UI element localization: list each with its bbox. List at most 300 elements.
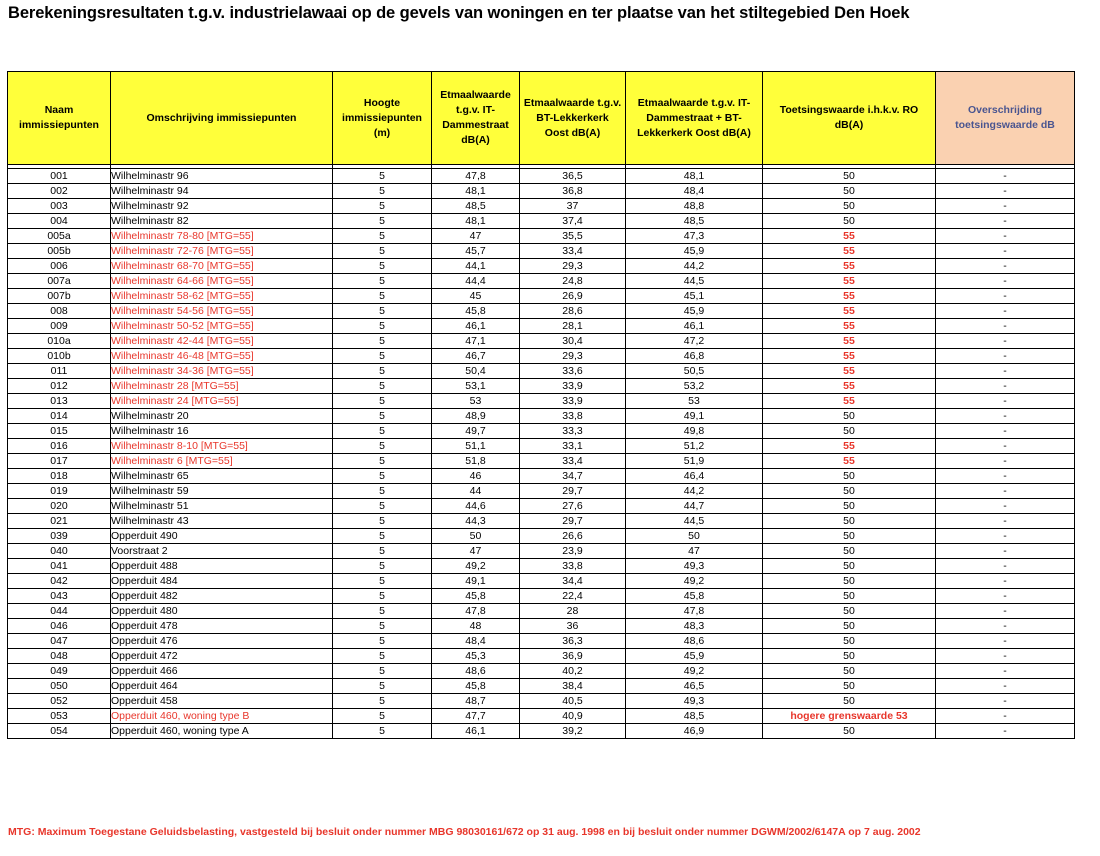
cell-etmaal-totaal: 47 <box>626 544 763 559</box>
table-row <box>8 484 1075 499</box>
cell-naam: 006 <box>8 259 111 274</box>
cell-etmaal-bt: 33,4 <box>520 244 626 259</box>
cell-toetsingswaarde: 50 <box>763 724 936 739</box>
cell-omschrijving: Opperduit 490 <box>111 529 333 544</box>
table-row <box>8 439 1075 454</box>
cell-hoogte: 5 <box>333 634 432 649</box>
cell-etmaal-it: 44,6 <box>432 499 520 514</box>
cell-etmaal-bt: 33,6 <box>520 364 626 379</box>
cell-hoogte: 5 <box>333 244 432 259</box>
cell-etmaal-bt: 33,9 <box>520 379 626 394</box>
cell-etmaal-bt: 29,7 <box>520 514 626 529</box>
cell-etmaal-bt: 33,8 <box>520 559 626 574</box>
cell-toetsingswaarde: 55 <box>763 439 936 454</box>
header-naam: Naam immissiepunten <box>8 72 111 165</box>
table-row <box>8 274 1075 289</box>
cell-hoogte: 5 <box>333 334 432 349</box>
cell-naam: 001 <box>8 169 111 184</box>
cell-etmaal-totaal: 44,7 <box>626 499 763 514</box>
cell-etmaal-it: 45,7 <box>432 244 520 259</box>
cell-etmaal-totaal: 45,9 <box>626 304 763 319</box>
cell-etmaal-totaal: 48,4 <box>626 184 763 199</box>
cell-hoogte: 5 <box>333 424 432 439</box>
cell-etmaal-bt: 36,3 <box>520 634 626 649</box>
cell-naam: 050 <box>8 679 111 694</box>
cell-etmaal-totaal: 48,5 <box>626 214 763 229</box>
cell-etmaal-totaal: 49,3 <box>626 694 763 709</box>
cell-omschrijving: Opperduit 466 <box>111 664 333 679</box>
cell-hoogte: 5 <box>333 289 432 304</box>
cell-naam: 015 <box>8 424 111 439</box>
cell-hoogte: 5 <box>333 304 432 319</box>
cell-toetsingswaarde: 50 <box>763 679 936 694</box>
cell-toetsingswaarde: hogere grenswaarde 53 <box>763 709 936 724</box>
cell-overschrijding: - <box>936 619 1075 634</box>
table-row <box>8 634 1075 649</box>
cell-etmaal-totaal: 44,5 <box>626 514 763 529</box>
cell-etmaal-totaal: 50 <box>626 529 763 544</box>
cell-etmaal-it: 48,9 <box>432 409 520 424</box>
cell-omschrijving: Wilhelminastr 72-76 [MTG=55] <box>111 244 333 259</box>
cell-toetsingswaarde: 50 <box>763 559 936 574</box>
cell-hoogte: 5 <box>333 409 432 424</box>
cell-etmaal-it: 48,1 <box>432 214 520 229</box>
cell-etmaal-totaal: 45,9 <box>626 244 763 259</box>
table-row <box>8 289 1075 304</box>
cell-overschrijding: - <box>936 364 1075 379</box>
cell-hoogte: 5 <box>333 544 432 559</box>
cell-overschrijding: - <box>936 724 1075 739</box>
cell-etmaal-bt: 34,7 <box>520 469 626 484</box>
cell-toetsingswaarde: 50 <box>763 469 936 484</box>
cell-overschrijding: - <box>936 424 1075 439</box>
cell-etmaal-totaal: 48,1 <box>626 169 763 184</box>
header-etmaal-bt: Etmaalwaarde t.g.v. BT-Lekkerkerk Oost dB(A) <box>520 72 626 165</box>
cell-hoogte: 5 <box>333 499 432 514</box>
cell-etmaal-bt: 22,4 <box>520 589 626 604</box>
cell-overschrijding: - <box>936 634 1075 649</box>
cell-toetsingswaarde: 50 <box>763 409 936 424</box>
cell-etmaal-totaal: 44,5 <box>626 274 763 289</box>
table-row <box>8 424 1075 439</box>
cell-etmaal-totaal: 47,3 <box>626 229 763 244</box>
cell-omschrijving: Wilhelminastr 43 <box>111 514 333 529</box>
cell-etmaal-it: 44 <box>432 484 520 499</box>
table-row <box>8 334 1075 349</box>
cell-naam: 046 <box>8 619 111 634</box>
cell-hoogte: 5 <box>333 694 432 709</box>
cell-etmaal-bt: 24,8 <box>520 274 626 289</box>
table-row <box>8 349 1075 364</box>
cell-etmaal-it: 53,1 <box>432 379 520 394</box>
cell-toetsingswaarde: 55 <box>763 454 936 469</box>
cell-etmaal-it: 48 <box>432 619 520 634</box>
cell-etmaal-it: 49,2 <box>432 559 520 574</box>
table-row <box>8 589 1075 604</box>
cell-overschrijding: - <box>936 229 1075 244</box>
cell-naam: 009 <box>8 319 111 334</box>
cell-omschrijving: Wilhelminastr 64-66 [MTG=55] <box>111 274 333 289</box>
cell-naam: 010a <box>8 334 111 349</box>
cell-omschrijving: Opperduit 478 <box>111 619 333 634</box>
cell-toetsingswaarde: 50 <box>763 574 936 589</box>
cell-etmaal-it: 44,3 <box>432 514 520 529</box>
cell-hoogte: 5 <box>333 364 432 379</box>
cell-etmaal-bt: 33,1 <box>520 439 626 454</box>
cell-omschrijving: Opperduit 484 <box>111 574 333 589</box>
cell-naam: 019 <box>8 484 111 499</box>
cell-omschrijving: Wilhelminastr 16 <box>111 424 333 439</box>
cell-toetsingswaarde: 50 <box>763 514 936 529</box>
cell-etmaal-bt: 29,3 <box>520 349 626 364</box>
cell-hoogte: 5 <box>333 454 432 469</box>
cell-etmaal-bt: 37 <box>520 199 626 214</box>
cell-naam: 021 <box>8 514 111 529</box>
table-row <box>8 184 1075 199</box>
cell-hoogte: 5 <box>333 229 432 244</box>
cell-etmaal-it: 48,6 <box>432 664 520 679</box>
cell-overschrijding: - <box>936 274 1075 289</box>
cell-omschrijving: Wilhelminastr 92 <box>111 199 333 214</box>
cell-overschrijding: - <box>936 514 1075 529</box>
cell-etmaal-it: 50 <box>432 529 520 544</box>
cell-overschrijding: - <box>936 319 1075 334</box>
cell-naam: 012 <box>8 379 111 394</box>
cell-toetsingswaarde: 55 <box>763 259 936 274</box>
cell-etmaal-it: 48,7 <box>432 694 520 709</box>
cell-etmaal-bt: 33,4 <box>520 454 626 469</box>
cell-hoogte: 5 <box>333 589 432 604</box>
cell-overschrijding: - <box>936 664 1075 679</box>
cell-etmaal-it: 50,4 <box>432 364 520 379</box>
cell-hoogte: 5 <box>333 379 432 394</box>
cell-toetsingswaarde: 50 <box>763 589 936 604</box>
cell-hoogte: 5 <box>333 709 432 724</box>
header-hoogte: Hoogte immissiepunten (m) <box>333 72 432 165</box>
cell-etmaal-totaal: 45,8 <box>626 589 763 604</box>
cell-hoogte: 5 <box>333 199 432 214</box>
cell-etmaal-totaal: 53,2 <box>626 379 763 394</box>
table-row <box>8 214 1075 229</box>
cell-overschrijding: - <box>936 409 1075 424</box>
table-row <box>8 694 1075 709</box>
cell-toetsingswaarde: 55 <box>763 379 936 394</box>
cell-naam: 053 <box>8 709 111 724</box>
cell-overschrijding: - <box>936 574 1075 589</box>
cell-naam: 005b <box>8 244 111 259</box>
cell-overschrijding: - <box>936 709 1075 724</box>
cell-etmaal-bt: 29,7 <box>520 484 626 499</box>
cell-overschrijding: - <box>936 484 1075 499</box>
cell-etmaal-totaal: 47,8 <box>626 604 763 619</box>
cell-toetsingswaarde: 50 <box>763 544 936 559</box>
cell-omschrijving: Opperduit 488 <box>111 559 333 574</box>
cell-etmaal-it: 44,1 <box>432 259 520 274</box>
cell-naam: 041 <box>8 559 111 574</box>
cell-etmaal-totaal: 47,2 <box>626 334 763 349</box>
cell-etmaal-bt: 38,4 <box>520 679 626 694</box>
cell-naam: 039 <box>8 529 111 544</box>
cell-etmaal-bt: 34,4 <box>520 574 626 589</box>
cell-overschrijding: - <box>936 214 1075 229</box>
cell-etmaal-it: 47 <box>432 544 520 559</box>
cell-etmaal-totaal: 46,9 <box>626 724 763 739</box>
cell-omschrijving: Wilhelminastr 42-44 [MTG=55] <box>111 334 333 349</box>
cell-omschrijving: Opperduit 480 <box>111 604 333 619</box>
cell-toetsingswaarde: 50 <box>763 664 936 679</box>
cell-overschrijding: - <box>936 649 1075 664</box>
cell-hoogte: 5 <box>333 169 432 184</box>
cell-etmaal-it: 47,7 <box>432 709 520 724</box>
cell-overschrijding: - <box>936 559 1075 574</box>
cell-etmaal-bt: 28,1 <box>520 319 626 334</box>
cell-etmaal-totaal: 46,5 <box>626 679 763 694</box>
cell-toetsingswaarde: 50 <box>763 214 936 229</box>
page-title: Berekeningsresultaten t.g.v. industrielawaai op de gevels van woningen en ter plaatse van het stiltegebied Den Hoek <box>8 4 910 22</box>
header-toetsingswaarde: Toetsingswaarde i.h.k.v. RO dB(A) <box>763 72 936 165</box>
table-row <box>8 199 1075 214</box>
cell-etmaal-bt: 27,6 <box>520 499 626 514</box>
cell-naam: 002 <box>8 184 111 199</box>
cell-omschrijving: Wilhelminastr 96 <box>111 169 333 184</box>
cell-toetsingswaarde: 55 <box>763 364 936 379</box>
cell-omschrijving: Wilhelminastr 59 <box>111 484 333 499</box>
cell-omschrijving: Opperduit 458 <box>111 694 333 709</box>
cell-omschrijving: Wilhelminastr 54-56 [MTG=55] <box>111 304 333 319</box>
cell-etmaal-it: 48,5 <box>432 199 520 214</box>
cell-hoogte: 5 <box>333 664 432 679</box>
cell-omschrijving: Wilhelminastr 82 <box>111 214 333 229</box>
table-row <box>8 664 1075 679</box>
cell-etmaal-totaal: 49,3 <box>626 559 763 574</box>
cell-omschrijving: Wilhelminastr 6 [MTG=55] <box>111 454 333 469</box>
cell-naam: 011 <box>8 364 111 379</box>
cell-hoogte: 5 <box>333 574 432 589</box>
cell-overschrijding: - <box>936 244 1075 259</box>
cell-toetsingswaarde: 50 <box>763 649 936 664</box>
cell-naam: 016 <box>8 439 111 454</box>
cell-naam: 052 <box>8 694 111 709</box>
header-overschrijding: Overschrijding toetsingswaarde dB <box>936 72 1075 165</box>
cell-omschrijving: Opperduit 460, woning type B <box>111 709 333 724</box>
cell-toetsingswaarde: 55 <box>763 319 936 334</box>
cell-etmaal-totaal: 49,2 <box>626 574 763 589</box>
cell-toetsingswaarde: 55 <box>763 229 936 244</box>
cell-omschrijving: Wilhelminastr 58-62 [MTG=55] <box>111 289 333 304</box>
cell-etmaal-it: 46,1 <box>432 724 520 739</box>
cell-etmaal-it: 46 <box>432 469 520 484</box>
cell-overschrijding: - <box>936 604 1075 619</box>
cell-etmaal-bt: 39,2 <box>520 724 626 739</box>
cell-etmaal-bt: 40,2 <box>520 664 626 679</box>
cell-overschrijding: - <box>936 589 1075 604</box>
cell-etmaal-it: 45,8 <box>432 679 520 694</box>
table-row <box>8 244 1075 259</box>
cell-etmaal-totaal: 46,1 <box>626 319 763 334</box>
cell-overschrijding: - <box>936 439 1075 454</box>
cell-etmaal-it: 49,7 <box>432 424 520 439</box>
cell-naam: 042 <box>8 574 111 589</box>
table-row <box>8 649 1075 664</box>
cell-etmaal-totaal: 46,8 <box>626 349 763 364</box>
header-etmaal-it: Etmaalwaarde t.g.v. IT-Dammestraat dB(A) <box>432 72 520 165</box>
cell-etmaal-it: 49,1 <box>432 574 520 589</box>
cell-etmaal-it: 47,8 <box>432 169 520 184</box>
cell-toetsingswaarde: 55 <box>763 334 936 349</box>
table-row <box>8 709 1075 724</box>
cell-etmaal-bt: 30,4 <box>520 334 626 349</box>
cell-hoogte: 5 <box>333 649 432 664</box>
cell-toetsingswaarde: 50 <box>763 199 936 214</box>
cell-etmaal-totaal: 46,4 <box>626 469 763 484</box>
cell-hoogte: 5 <box>333 484 432 499</box>
cell-etmaal-bt: 36,9 <box>520 649 626 664</box>
cell-omschrijving: Wilhelminastr 20 <box>111 409 333 424</box>
table-row <box>8 679 1075 694</box>
cell-etmaal-bt: 23,9 <box>520 544 626 559</box>
cell-omschrijving: Opperduit 482 <box>111 589 333 604</box>
cell-etmaal-totaal: 51,2 <box>626 439 763 454</box>
footnote: MTG: Maximum Toegestane Geluidsbelasting, vastgesteld bij besluit onder nummer MBG 98030161/672 op 31 aug. 1998 en bij besluit onder nummer DGWM/2002/6147A op 7 aug. 2002 <box>8 826 921 838</box>
cell-overschrijding: - <box>936 694 1075 709</box>
cell-etmaal-it: 46,7 <box>432 349 520 364</box>
cell-omschrijving: Wilhelminastr 8-10 [MTG=55] <box>111 439 333 454</box>
cell-overschrijding: - <box>936 454 1075 469</box>
cell-etmaal-bt: 28 <box>520 604 626 619</box>
cell-toetsingswaarde: 50 <box>763 619 936 634</box>
header-etmaal-totaal: Etmaalwaarde t.g.v. IT-Dammestraat + BT-Lekkerkerk Oost dB(A) <box>626 72 763 165</box>
cell-hoogte: 5 <box>333 529 432 544</box>
cell-etmaal-totaal: 45,9 <box>626 649 763 664</box>
cell-overschrijding: - <box>936 199 1075 214</box>
table-row <box>8 409 1075 424</box>
cell-toetsingswaarde: 50 <box>763 604 936 619</box>
cell-toetsingswaarde: 55 <box>763 244 936 259</box>
cell-etmaal-totaal: 53 <box>626 394 763 409</box>
cell-etmaal-it: 45,8 <box>432 304 520 319</box>
table-row <box>8 574 1075 589</box>
cell-etmaal-it: 45,8 <box>432 589 520 604</box>
cell-etmaal-it: 45,3 <box>432 649 520 664</box>
cell-etmaal-bt: 36,8 <box>520 184 626 199</box>
cell-naam: 048 <box>8 649 111 664</box>
cell-overschrijding: - <box>936 469 1075 484</box>
cell-hoogte: 5 <box>333 604 432 619</box>
table-row <box>8 229 1075 244</box>
cell-toetsingswaarde: 55 <box>763 394 936 409</box>
cell-etmaal-it: 48,4 <box>432 634 520 649</box>
cell-omschrijving: Wilhelminastr 34-36 [MTG=55] <box>111 364 333 379</box>
cell-toetsingswaarde: 50 <box>763 499 936 514</box>
cell-naam: 007a <box>8 274 111 289</box>
cell-naam: 010b <box>8 349 111 364</box>
table-row <box>8 529 1075 544</box>
table-row <box>8 304 1075 319</box>
cell-hoogte: 5 <box>333 514 432 529</box>
cell-naam: 003 <box>8 199 111 214</box>
cell-etmaal-bt: 35,5 <box>520 229 626 244</box>
cell-naam: 054 <box>8 724 111 739</box>
cell-naam: 040 <box>8 544 111 559</box>
cell-etmaal-it: 44,4 <box>432 274 520 289</box>
cell-etmaal-totaal: 49,1 <box>626 409 763 424</box>
cell-overschrijding: - <box>936 544 1075 559</box>
cell-hoogte: 5 <box>333 679 432 694</box>
table-row <box>8 259 1075 274</box>
cell-naam: 044 <box>8 604 111 619</box>
table-row <box>8 169 1075 184</box>
cell-etmaal-totaal: 49,8 <box>626 424 763 439</box>
cell-etmaal-it: 51,1 <box>432 439 520 454</box>
cell-omschrijving: Wilhelminastr 68-70 [MTG=55] <box>111 259 333 274</box>
cell-hoogte: 5 <box>333 469 432 484</box>
cell-omschrijving: Opperduit 460, woning type A <box>111 724 333 739</box>
cell-omschrijving: Voorstraat 2 <box>111 544 333 559</box>
cell-etmaal-bt: 40,9 <box>520 709 626 724</box>
cell-toetsingswaarde: 50 <box>763 529 936 544</box>
cell-etmaal-bt: 40,5 <box>520 694 626 709</box>
cell-etmaal-it: 47 <box>432 229 520 244</box>
cell-naam: 043 <box>8 589 111 604</box>
cell-overschrijding: - <box>936 499 1075 514</box>
cell-etmaal-it: 47,1 <box>432 334 520 349</box>
cell-hoogte: 5 <box>333 559 432 574</box>
cell-naam: 008 <box>8 304 111 319</box>
cell-toetsingswaarde: 55 <box>763 349 936 364</box>
cell-etmaal-totaal: 48,8 <box>626 199 763 214</box>
table-body <box>8 165 1075 739</box>
results-table <box>7 71 1075 739</box>
cell-overschrijding: - <box>936 304 1075 319</box>
table-row <box>8 454 1075 469</box>
cell-etmaal-totaal: 51,9 <box>626 454 763 469</box>
cell-etmaal-totaal: 45,1 <box>626 289 763 304</box>
cell-omschrijving: Wilhelminastr 94 <box>111 184 333 199</box>
cell-naam: 017 <box>8 454 111 469</box>
cell-etmaal-bt: 36,5 <box>520 169 626 184</box>
cell-overschrijding: - <box>936 379 1075 394</box>
cell-etmaal-totaal: 44,2 <box>626 259 763 274</box>
table-row <box>8 724 1075 739</box>
cell-overschrijding: - <box>936 169 1075 184</box>
cell-naam: 013 <box>8 394 111 409</box>
cell-hoogte: 5 <box>333 394 432 409</box>
cell-hoogte: 5 <box>333 259 432 274</box>
cell-omschrijving: Wilhelminastr 24 [MTG=55] <box>111 394 333 409</box>
cell-etmaal-bt: 26,6 <box>520 529 626 544</box>
cell-etmaal-it: 47,8 <box>432 604 520 619</box>
cell-hoogte: 5 <box>333 724 432 739</box>
cell-etmaal-totaal: 48,5 <box>626 709 763 724</box>
cell-naam: 007b <box>8 289 111 304</box>
cell-overschrijding: - <box>936 184 1075 199</box>
cell-toetsingswaarde: 50 <box>763 169 936 184</box>
cell-naam: 014 <box>8 409 111 424</box>
cell-etmaal-totaal: 44,2 <box>626 484 763 499</box>
cell-etmaal-bt: 33,3 <box>520 424 626 439</box>
cell-toetsingswaarde: 50 <box>763 634 936 649</box>
cell-hoogte: 5 <box>333 274 432 289</box>
cell-toetsingswaarde: 55 <box>763 304 936 319</box>
cell-omschrijving: Opperduit 464 <box>111 679 333 694</box>
table-row <box>8 319 1075 334</box>
table-row <box>8 559 1075 574</box>
cell-omschrijving: Wilhelminastr 78-80 [MTG=55] <box>111 229 333 244</box>
cell-hoogte: 5 <box>333 184 432 199</box>
cell-overschrijding: - <box>936 334 1075 349</box>
cell-hoogte: 5 <box>333 349 432 364</box>
cell-etmaal-it: 53 <box>432 394 520 409</box>
